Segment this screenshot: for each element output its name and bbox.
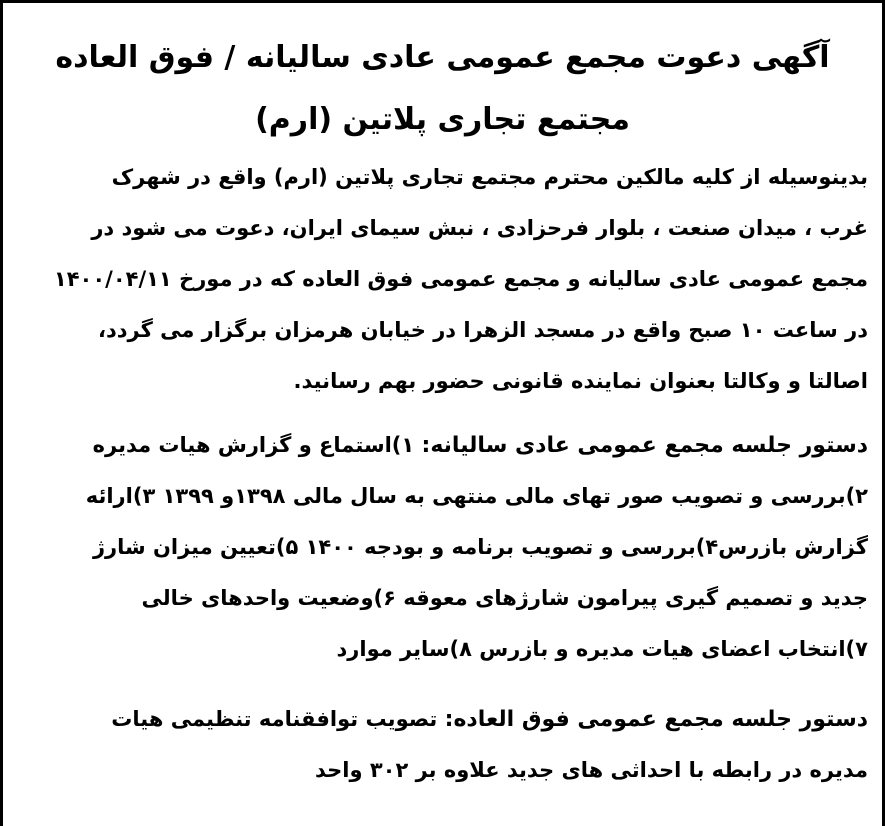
intro-line-4: در ساعت ۱۰ صبح واقع در مسجد الزهرا در خیابان هرمزان برگزار می گردد، <box>97 318 868 342</box>
ordinary-agenda-line-4: جدید و تصمیم گیری پیرامون شارژهای معوقه ۶)وضعیت واحدهای خالی <box>141 586 868 610</box>
announcement-title: آگهی دعوت مجمع عمومی عادی سالیانه / فوق العاده <box>55 40 830 75</box>
intro-line-3: مجمع عمومی عادی سالیانه و مجمع عمومی فوق العاده که در مورخ ۱۴۰۰/۰۴/۱۱ <box>53 267 868 291</box>
complex-name-title: مجتمع تجاری پلاتین (ارم) <box>255 102 630 137</box>
extraordinary-agenda-item: تصویب توافقنامه تنظیمی هیات <box>111 707 438 731</box>
extraordinary-agenda-heading: دستور جلسه مجمع عمومی فوق العاده: <box>444 707 868 732</box>
extraordinary-agenda-line-2: مدیره در رابطه با احداثی های جدید علاوه بر ۳۰۲ واحد <box>314 758 868 782</box>
ordinary-agenda-line-3: گزارش بازرس۴)بررسی و تصویب برنامه و بودجه ۱۴۰۰ ۵)تعیین میزان شارژ <box>92 535 868 559</box>
intro-line-1: بدینوسیله از کلیه مالکین محترم مجتمع تجاری پلاتین (ارم) واقع در شهرک <box>111 165 868 189</box>
ordinary-agenda-line-5: ۷)انتخاب اعضای هیات مدیره و بازرس ۸)سایر موارد <box>336 637 868 661</box>
intro-line-5: اصالتا و وکالتا بعنوان نماینده قانونی حضور بهم رسانید. <box>293 369 868 393</box>
ordinary-agenda-line-1 <box>18 420 868 471</box>
ordinary-agenda-line-2: ۲)بررسی و تصویب صور تهای مالی منتهی به سال مالی ۱۳۹۸و ۱۳۹۹ ۳)ارائه <box>85 484 868 508</box>
ordinary-agenda-heading: دستور جلسه مجمع عمومی عادی سالیانه: <box>421 433 868 458</box>
extraordinary-agenda-line-1 <box>18 694 868 745</box>
intro-line-2: غرب ، میدان صنعت ، بلوار فرحزادی ، نبش سیمای ایران، دعوت می شود در <box>91 216 868 240</box>
frame-top-border <box>0 0 885 3</box>
ordinary-agenda-item-1: ۱)استماع و گزارش هیات مدیره <box>92 433 415 457</box>
